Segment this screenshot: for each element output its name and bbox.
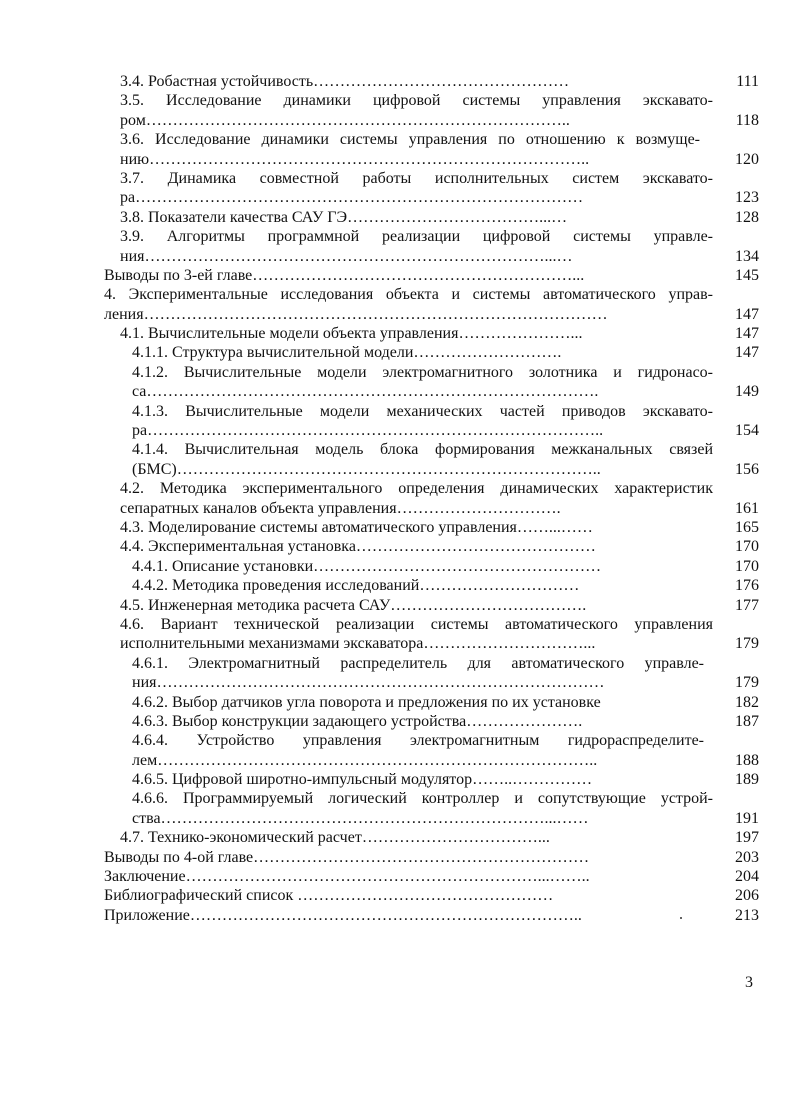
toc-page-number: 206 — [735, 887, 759, 905]
toc-entry — [0, 751, 799, 770]
toc-entry-text: Выводы по 3-ей главе……………………………………………………... — [104, 266, 585, 284]
toc-page-number: 177 — [735, 596, 759, 614]
toc-entry-text: 4.6. Вариант технической реализации системы автоматического управления — [120, 615, 713, 633]
toc-entry — [0, 615, 799, 634]
toc-page-number: 120 — [735, 150, 759, 168]
toc-entry — [0, 285, 799, 304]
toc-entry — [0, 654, 799, 673]
toc-entry-text: са…………………………………………………………………………. — [132, 383, 599, 401]
toc-page-number: 204 — [735, 868, 759, 886]
toc-entry-text: 4.1.2. Вычислительные модели электромагнитного золотника и гидронасо- — [132, 363, 713, 381]
toc-entry-text: 4.6.2. Выбор датчиков угла поворота и предложения по их установке — [132, 693, 601, 711]
toc-entry-text: 4.6.5. Цифровой широтно-импульсный модулятор……..…………… — [132, 771, 593, 789]
toc-entry — [0, 673, 799, 692]
toc-entry — [0, 712, 799, 731]
toc-page-number: 134 — [735, 247, 759, 265]
toc-entry — [0, 188, 799, 207]
toc-entry-text: Выводы по 4-ой главе……………………………………………………… — [104, 848, 590, 866]
toc-page-number: 165 — [735, 518, 759, 536]
toc-entry — [0, 247, 799, 266]
toc-entry — [0, 305, 799, 324]
toc-entry-text: 4.6.4. Устройство управления электромагнитным гидрораспределите- — [132, 732, 704, 750]
toc-entry-text: 3.4. Робастная устойчивость………………………………………… — [120, 73, 570, 90]
toc-page-number: 179 — [735, 674, 759, 692]
toc-entry — [0, 557, 799, 576]
toc-entry — [0, 91, 799, 110]
toc-page-number: 189 — [735, 771, 759, 789]
toc-entry-text: сепаратных каналов объекта управления…………………………. — [120, 499, 561, 517]
toc-entry — [0, 111, 799, 130]
toc-page-number: 149 — [735, 383, 759, 401]
toc-entry-text: ства………………………………………………………………...…… — [132, 809, 589, 827]
toc-page-number: 191 — [735, 809, 759, 827]
toc-entry — [0, 208, 799, 227]
toc-page-number: 179 — [735, 635, 759, 653]
toc-entry-text: 4.7. Технико-экономический расчет……………………………... — [120, 829, 550, 847]
toc-entry-text: Библиографический список ………………………………………… — [104, 887, 554, 905]
toc-entry — [0, 693, 799, 712]
table-of-contents — [0, 72, 799, 925]
toc-entry-text: ра………………………………………………………………………… — [120, 189, 584, 207]
toc-entry-text: 4.4.1. Описание установки……………………………………………… — [132, 557, 602, 575]
scan-speck — [680, 917, 682, 919]
toc-entry — [0, 848, 799, 867]
toc-page-number: 145 — [735, 266, 759, 284]
toc-entry-text: ром…………………………………………………………………….. — [120, 111, 570, 129]
toc-entry-text: исполнительными механизмами экскаватора…………………………... — [120, 635, 596, 653]
toc-entry — [0, 421, 799, 440]
toc-entry-text: 4.1.1. Структура вычислительной модели………………………. — [132, 344, 562, 362]
toc-entry-text: 4.5. Инженерная методика расчета САУ………………………………. — [120, 596, 587, 614]
toc-entry — [0, 576, 799, 595]
toc-entry — [0, 460, 799, 479]
page-number: 3 — [745, 974, 753, 991]
toc-entry-text: Заключение…………………………………………………………...…….. — [104, 868, 590, 886]
toc-page-number: 123 — [735, 189, 759, 207]
toc-entry-text: 4.6.6. Программируемый логический контроллер и сопутствующие устрой- — [132, 790, 713, 808]
toc-entry — [0, 479, 799, 498]
toc-entry — [0, 440, 799, 459]
toc-page-number: 156 — [735, 460, 759, 478]
toc-entry-text: 4.6.3. Выбор конструкции задающего устройства…………………. — [132, 712, 583, 730]
toc-entry-text: 4.3. Моделирование системы автоматического управления……...…… — [120, 518, 593, 536]
toc-entry — [0, 634, 799, 653]
toc-entry — [0, 731, 799, 750]
toc-entry — [0, 227, 799, 246]
toc-entry — [0, 402, 799, 421]
toc-entry — [0, 499, 799, 518]
toc-entry — [0, 130, 799, 149]
toc-page-number: 197 — [735, 829, 759, 847]
toc-entry — [0, 343, 799, 362]
toc-page-number: 147 — [735, 305, 759, 323]
toc-page-number: 154 — [735, 422, 759, 440]
toc-entry-text: 3.6. Исследование динамики системы управления по отношению к возмуще- — [120, 131, 700, 149]
toc-entry-text: 4.1.4. Вычислительная модель блока формирования межканальных связей — [132, 441, 713, 459]
toc-entry — [0, 770, 799, 789]
toc-page-number: 203 — [735, 848, 759, 866]
toc-entry — [0, 150, 799, 169]
toc-entry — [0, 809, 799, 828]
toc-entry — [0, 906, 799, 925]
toc-page-number: 147 — [735, 325, 759, 343]
toc-page-number: 161 — [735, 499, 759, 517]
toc-entry-text: нию……………………………………………………………………….. — [120, 150, 590, 168]
toc-page-number: 188 — [735, 751, 759, 769]
toc-entry — [0, 789, 799, 808]
toc-entry — [0, 266, 799, 285]
toc-entry-text: ния…………………………………………………………………...… — [120, 247, 573, 265]
toc-entry — [0, 596, 799, 615]
toc-entry — [0, 867, 799, 886]
toc-entry — [0, 363, 799, 382]
toc-page-number: 118 — [735, 111, 759, 129]
toc-entry-text: 4.1. Вычислительные модели объекта управления…………………... — [120, 325, 583, 343]
toc-entry — [0, 382, 799, 401]
toc-entry — [0, 169, 799, 188]
toc-entry — [0, 828, 799, 847]
toc-entry-text: 3.9. Алгоритмы программной реализации цифровой системы управле- — [120, 228, 713, 246]
toc-entry-text: Приложение……………………………………………………………….. — [104, 906, 582, 924]
toc-entry-text: 3.5. Исследование динамики цифровой системы управления экскавато- — [120, 92, 713, 110]
toc-entry-text: 4.1.3. Вычислительные модели механических частей приводов экскавато- — [132, 402, 713, 420]
toc-entry-text: 4.6.1. Электромагнитный распределитель для автоматического управле- — [132, 654, 704, 672]
toc-page-number: 176 — [735, 577, 759, 595]
toc-entry-text: 4. Экспериментальные исследования объекта и системы автоматического управ- — [104, 286, 713, 304]
toc-entry-text: ра………………………………………………………………………….. — [132, 422, 604, 440]
toc-entry-text: (БМС)…………………………………………………………………….. — [132, 460, 601, 478]
toc-page-number: 187 — [735, 712, 759, 730]
toc-entry — [0, 886, 799, 905]
toc-page-number: 213 — [735, 906, 759, 924]
toc-entry — [0, 72, 799, 91]
toc-entry-text: 3.7. Динамика совместной работы исполнительных систем экскавато- — [120, 169, 713, 187]
toc-entry-text: ния………………………………………………………………………… — [132, 674, 605, 692]
toc-page-number: 128 — [735, 208, 759, 226]
toc-entry — [0, 324, 799, 343]
toc-page-number: 147 — [735, 344, 759, 362]
toc-page-number: 111 — [736, 73, 759, 90]
toc-entry-text: лем……………………………………………………………………….. — [132, 751, 598, 769]
toc-page-number: 182 — [735, 693, 759, 711]
toc-page-number: 170 — [735, 557, 759, 575]
toc-entry-text: 3.8. Показатели качества САУ ГЭ………………………………...… — [120, 208, 568, 226]
toc-entry-text: 4.4. Экспериментальная установка……………………………………… — [120, 538, 596, 556]
toc-entry — [0, 537, 799, 556]
toc-entry-text: ления…………………………………………………………………………… — [104, 305, 608, 323]
toc-entry-text: 4.4.2. Методика проведения исследований………………………… — [132, 577, 580, 595]
toc-entry — [0, 518, 799, 537]
toc-page-number: 170 — [735, 538, 759, 556]
toc-entry-text: 4.2. Методика экспериментального определения динамических характеристик — [120, 480, 713, 498]
